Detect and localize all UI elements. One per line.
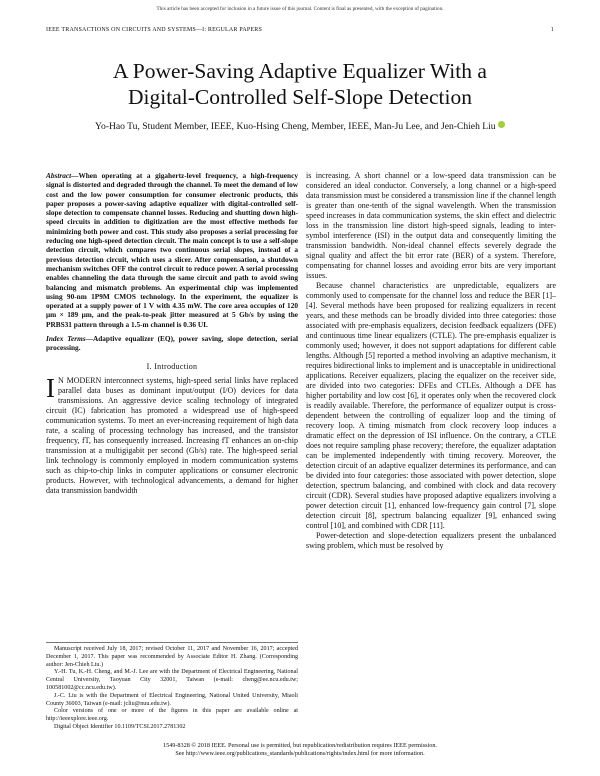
right-paragraph-1: is increasing. A short channel or a low-speed data transmission can be considered an ideal conductor. Conversely, a long channel or a high-speed data transmission must be considered a transmission line if the channel length is greater than one-tenth of the signal wavelength. When the transmission speed increases in data communication systems, the skin effect and dielectric loss in the transmission line distort high-speed signals, leading to inter-symbol interference (ISI) in the output data and consequently limiting the transmission bandwidth. Non-ideal channel effects severely degrade the signal quality and affect the bit error rate (BER) of a system. Therefore, compensating for channel losses and avoiding error bits are very important issues. <box>306 171 556 280</box>
orcid-icon[interactable] <box>498 121 505 128</box>
author-list <box>20 121 580 132</box>
intro-body <box>46 372 298 496</box>
copyright-footer <box>0 742 600 758</box>
journal-name: IEEE TRANSACTIONS ON CIRCUITS AND SYSTEMS—I: REGULAR PAPERS <box>46 27 262 33</box>
abstract-text: —When operating at a gigahertz-level frequency, a high-frequency signal is distorted and degraded through the channel. To meet the demand of low cost and the low power consumption for consumer electronic products, this paper proposes a power-saving adaptive equalizer with digital-controlled self-slope detection to compensate channel losses. Reducing and shutting down high-speed circuits in addition to digitization are the most effective methods for minimizing both power and cost. This study also proposes a serial processing for reducing one high-speed detection circuit. The main concept is to use a self-slope detection circuit, which compares two continuous serial slopes, instead of a previous detection circuit, which uses a slicer. After compensation, a shutdown mechanism switches OFF the control circuit to reduce power. A serial processing enables channeling the data through the same circuit and path to avoid swing balancing and mismatch problems. An experimental chip was implemented using 90-nm 1P9M CMOS technology. In the experiment, the equalizer is operated at a supply power of 1 V with 4.35 mW. The core area occupies of 120 μm × 189 μm, and the peak-to-peak jitter measured at 5 Gb/s by using the PRBS31 pattern through a 1.5-m channel is 0.36 UI. <box>46 171 298 329</box>
left-column <box>46 171 298 496</box>
intro-paragraph-1: N MODERN interconnect systems, high-speed serial links have replaced parallel data buses as dominant input/output (I/O) devices for data transmissions. An aggressive device scaling technology of integrated circuit (IC) fabrication has promoted a widespread use of high-speed communication systems. To meet an ever-increasing requirement of high data rate, a scaling of processing technology has increased, and the transistor frequency, fT, has consequently increased. Increasing fT enhances an on-chip transmission at a multigigabit per second (Gb/s) rate. The high-speed serial link technology is commonly employed in modern communication systems such as chip-to-chip links in computer applications or consumer electronic products. However, with technological advancements, a demand for higher data transmission bandwidth <box>46 375 298 495</box>
abstract-label: Abstract <box>46 171 72 180</box>
acceptance-notice: This article has been accepted for inclusion in a future issue of this journal. Content is final as presented, with the exception of pagination. <box>156 6 444 12</box>
paper-title <box>40 58 560 110</box>
footnote-2: Y.-H. Tu, K.-H. Cheng, and M.-J. Lee are with the Department of Electrical Engineering, National Central University, Taoyuan City 32001, Taiwan (e-mail: cheng@ee.ncu.edu.tw; 100581002@cc.ncu.edu.tw). <box>46 669 298 691</box>
page-number: 1 <box>550 27 554 33</box>
keywords-text: —Adaptive equalizer (EQ), power saving, slope detection, serial processing. <box>46 334 298 353</box>
running-header <box>46 27 554 33</box>
drop-cap: I <box>46 372 55 403</box>
right-paragraph-3: Power-detection and slope-detection equalizers present the unbalanced swing problem, which must be resolved by <box>306 531 556 550</box>
copyright-line-2: See http://www.ieee.org/publications_standards/publications/rights/index.html for more information. <box>175 750 425 757</box>
right-column <box>306 171 556 551</box>
index-terms <box>46 334 298 353</box>
section-heading: I. Introduction <box>146 361 198 371</box>
footnotes <box>46 642 298 732</box>
footnote-4: Color versions of one or more of the figures in this paper are available online at http://ieeexplore.ieee.org. <box>46 708 298 723</box>
authors-text: Yo-Hao Tu, Student Member, IEEE, Kuo-Hsing Cheng, Member, IEEE, Man-Ju Lee, and Jen-Chieh Liu <box>94 121 496 132</box>
right-paragraph-2: Because channel characteristics are unpredictable, equalizers are commonly used to compensate for the channel loss and reduce the BER [1]–[4]. Several methods have been proposed for realizing equalizers in recent years, and these methods can be broadly divided into three categories: those associated with pre-emphasis equalizers, decision feedback equalizers (DFE) and continuous time linear equalizers (CTLE). The pre-emphasis equalizer is commonly used; however, it does not support adaptations for different cable lengths. Although [5] reported a method involving an adaptive mechanism, it requires bidirectional links to implement and is unacceptable in unidirectional applications. Receiver equalizers, placing the equalizer on the receiver side, are divided into two categories: DFEs and CTLEs. Although a DFE has higher portability and low cost [6], it operates only when the recovered clock is readily available. Therefore, the performance of equalizer output is cross-dependent between the controlling of equalizer loop and the timing of recovery loop. A timing mismatch from clock recovery loop induces a dramatic effect on the depression of ISI influence. On the contrary, a CTLE does not require sampling phase recovery; therefore, the equalizer adaptation can be implemented independently with timing recovery. Moreover, the detection circuit of an adaptive equalizer determines its performance, and can be divided into four categories: those associated with power detection, slope detection, spectrum balancing, and combined with clock and data recovery circuit (CDR). Several studies have proposed adaptive equalizers involving a power detection circuit [1], enhanced low-frequency gain control [7], slope detection circuit [8], spectrum balancing equalizer [9], enhanced swing control [10], and combined with CDR [11]. <box>306 281 556 530</box>
copyright-line-1: 1549-8328 © 2018 IEEE. Personal use is permitted, but republication/redistribution requires IEEE permission. <box>163 742 437 749</box>
title-line-1: A Power-Saving Adaptive Equalizer With a <box>113 59 487 83</box>
keywords-label: Index Terms <box>46 334 86 344</box>
title-line-2: Digital-Controlled Self-Slope Detection <box>128 85 472 109</box>
footnote-1: Manuscript received July 18, 2017; revised October 11, 2017 and November 16, 2017; accepted December 1, 2017. This paper was recommended by Associate Editor H. Zhang. (Corresponding author: Jen-Chieh Liu.) <box>46 646 298 668</box>
footnote-5: Digital Object Identifier 10.1109/TCSI.2017.2781302 <box>54 723 186 730</box>
footnote-3: J.-C. Liu is with the Department of Electrical Engineering, National United University, Miaoli County 36003, Taiwan (e-mail: jcliu@nuu.edu.tw). <box>46 692 298 707</box>
abstract <box>46 171 298 329</box>
